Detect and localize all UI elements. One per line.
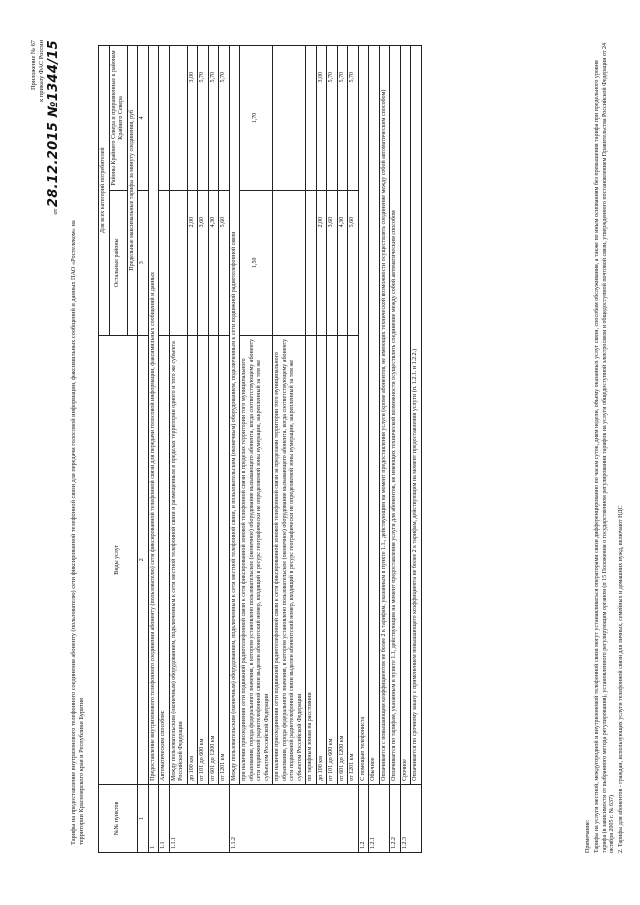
stamp-date-line [46, 40, 62, 215]
distance-label: от 101 до 600 км [198, 335, 209, 784]
tariff-other: 4,30 [337, 190, 348, 335]
row-no: 1.2.3 [400, 784, 421, 852]
row-no: 1.2.1 [369, 784, 390, 852]
row-text: Оплачивается с повышающим коэффициентом не более 2 к тарифам, указанным в пункте 1.1., действующим на момент предоставления услуги (кроме абонентов, не имеющих технической возможности осуществлять соединение между собой автоматическим способом) [379, 46, 390, 785]
tariff-north: 5,70 [219, 46, 230, 191]
row-text: Срочное [400, 46, 411, 785]
table-row [273, 46, 306, 853]
distance-label: от 101 до 600 км [327, 335, 338, 784]
distance-label: от 1201 км [219, 335, 230, 784]
row-no: 1 [148, 784, 159, 852]
table-row [159, 46, 170, 853]
approval-stamp [30, 40, 62, 215]
tariff-north: 3,00 [316, 46, 327, 191]
table-row [148, 46, 159, 853]
empty-cell [169, 190, 187, 335]
table-row [379, 46, 390, 853]
row-no: 1.2.2 [390, 784, 401, 852]
stamp-prefix: от [52, 208, 59, 215]
notes-heading: Примечание: [585, 819, 591, 853]
row-text: Между пользовательским (оконечным) оборудованием, подключенным к сети местной телефонной связи, и пользовательским (оконечным) оборудованием, подключенным к сети подвижной радиотелефонной связи [229, 46, 240, 785]
distance-label: от 601 до 1200 км [208, 335, 219, 784]
table-row [219, 46, 230, 853]
column-number-row [138, 46, 149, 853]
row-text: при наличии присоединения сети подвижной радиотелефонной связи к сети фиксированной зоновой телефонной связи за пределами территории того муниципального образования, города федерального значения, в котором установлено пользовательское (оконечное) оборудование вызывающего абонента, когда соответствующему абоненту сети подвижной радиотелефонной связи выделен абонентский номер, входящий в ресурс географически не определяемой зоны нумерации, закрепленный за тем же субъектом Российской Федерации [273, 335, 306, 784]
row-no: 1.1.1 [169, 784, 229, 852]
row-no: 1.1 [159, 784, 170, 852]
colnum-4: 4 [138, 46, 149, 191]
notes [585, 43, 627, 853]
table-row [187, 46, 198, 853]
colnum-1: 1 [138, 784, 149, 852]
document-title: Тарифы на предоставление внутризонового телефонного соединения абоненту (пользователю) сети фиксированной телефонной связи для передачи голосовой информации, факсимильных сообщений и данных ПАО «Ростелеком» на территории Красноярского края и Республики Бурятия [70, 220, 85, 845]
empty-cell [273, 46, 306, 191]
empty-cell [306, 46, 317, 191]
table-row [400, 46, 411, 853]
note-1: Тарифы на услуги местной, междугородной и внутризоновой телефонной связи могут устанавливаться операторами связи дифференцированно по часам суток, дням недели, объему оказанных услуг связи, способам обслуживания, а также по иным основаниям без превышения тарифа при предельного уровня тарифа (в зависимости от выбранного метода регулирования), установленного регулирующим органом (п 15 Положения о государственном регулировании тарифов на услуги общедоступной электросвязи и общедоступной почтовой связи, утвержденного постановлением Правительства Российской Федерации от 24 октября 2005 г. № 637) [594, 43, 615, 853]
row-no: 1.1.2 [229, 784, 358, 852]
row-text: по тарифным зонам на расстоянии [306, 335, 317, 784]
row-text: Обычное [369, 46, 380, 785]
tariff-other: 1,50 [240, 190, 273, 335]
table-row [316, 46, 327, 853]
distance-label: до 100 км [316, 335, 327, 784]
table-row [229, 46, 240, 853]
stamp-line2: к приказу ФАС России [38, 40, 45, 102]
stamp-line1: Приложение № 67 [30, 40, 37, 90]
table-row [358, 46, 369, 853]
tariff-other: 3,60 [327, 190, 338, 335]
row-text: С помощью телефониста [358, 46, 369, 785]
tariff-other: 5,60 [348, 190, 359, 335]
table-row [198, 46, 209, 853]
header-col-north: Районы Крайнего Севера и приравненные к районам Крайнего Севера [109, 46, 127, 191]
handwritten-date-number: 28.12.2015 №1344/15 [46, 40, 61, 208]
empty-cell [159, 190, 170, 335]
table-row [337, 46, 348, 853]
row-text: Между пользовательским (оконечным) оборудованием, подключенным к сети местной телефонной связи и размещенным в пределах территории одного и того же субъекта Российской Федерации [169, 335, 187, 784]
table-row [169, 46, 187, 853]
tariff-north: 5,70 [337, 46, 348, 191]
row-text: Предоставление внутризонового телефонного соединения абоненту (пользователю) сети фиксированной телефонной связи для передачи голосовой информации, факсимильных сообщений и данных [148, 46, 159, 785]
table-row [411, 46, 422, 853]
tariff-north: 5,70 [198, 46, 209, 191]
tariff-other: 3,60 [198, 190, 209, 335]
row-text: при наличии присоединения сети подвижной радиотелефонной связи к сети фиксированной зоновой телефонной связи в пределах территории того муниципального образования, города федерального значения, в котором установлено пользовательское (оконечное) оборудование вызывающего абонента, когда соответствующему абоненту сети подвижной радиотелефонной связи выделен абонентский номер, входящий в ресурс географически не определяемой зоны нумерации, закрепленный за тем же субъектом Российской Федерации [240, 335, 273, 784]
table-row [348, 46, 359, 853]
header-subheader: Предельные максимальные тарифы за минуту соединения, руб [127, 46, 138, 336]
distance-label: до 100 км [187, 335, 198, 784]
empty-cell [159, 46, 170, 191]
tariff-north: 1,70 [240, 46, 273, 191]
tariff-north: 5,70 [327, 46, 338, 191]
tariff-table [98, 45, 422, 853]
header-col-other: Остальные районы [109, 190, 127, 335]
distance-label: от 601 до 1200 км [337, 335, 348, 784]
table-row [208, 46, 219, 853]
colnum-2: 2 [138, 335, 149, 784]
table-row [390, 46, 401, 853]
tariff-north: 5,70 [348, 46, 359, 191]
table-row [369, 46, 380, 853]
row-no: 1.2 [358, 784, 369, 852]
distance-label: от 1201 км [348, 335, 359, 784]
header-col-no: №№ пунктов [99, 784, 138, 852]
header-group: Для всех категорий потребителей [99, 46, 110, 336]
tariff-other: 2,00 [187, 190, 198, 335]
table-row [240, 46, 273, 853]
empty-cell [169, 46, 187, 191]
row-text: Оплачивается по срочному заказу с применением повышающего коэффициента не более 2 к тарифам, действующим на момент предоставления услуги (п. 1.2.1. и 1.2.2.) [411, 46, 422, 785]
tariff-other: 4,30 [208, 190, 219, 335]
tariff-other: 2,00 [316, 190, 327, 335]
tariff-other: 5,60 [219, 190, 230, 335]
table-row [306, 46, 317, 853]
header-row [99, 46, 110, 853]
empty-cell [306, 190, 317, 335]
row-text: Оплачивается по тарифам, указанным в пункте 1.1, действующим на момент предоставления услуги для абонентов, не имеющих технической возможности осуществлять соединение между собой автоматическим способом [390, 46, 401, 785]
colnum-3: 3 [138, 190, 149, 335]
header-col-service: Виды услуг [99, 335, 138, 784]
tariff-north: 5,70 [208, 46, 219, 191]
table-row [327, 46, 338, 853]
tariff-north: 3,00 [187, 46, 198, 191]
row-text: Автоматическим способом: [159, 335, 170, 784]
empty-cell [273, 190, 306, 335]
note-2: 2. Тарифы для абонентов - граждан, использующих услуги телефонной связи для личных, семейных и домашних нужд, включают НДС [618, 505, 624, 853]
